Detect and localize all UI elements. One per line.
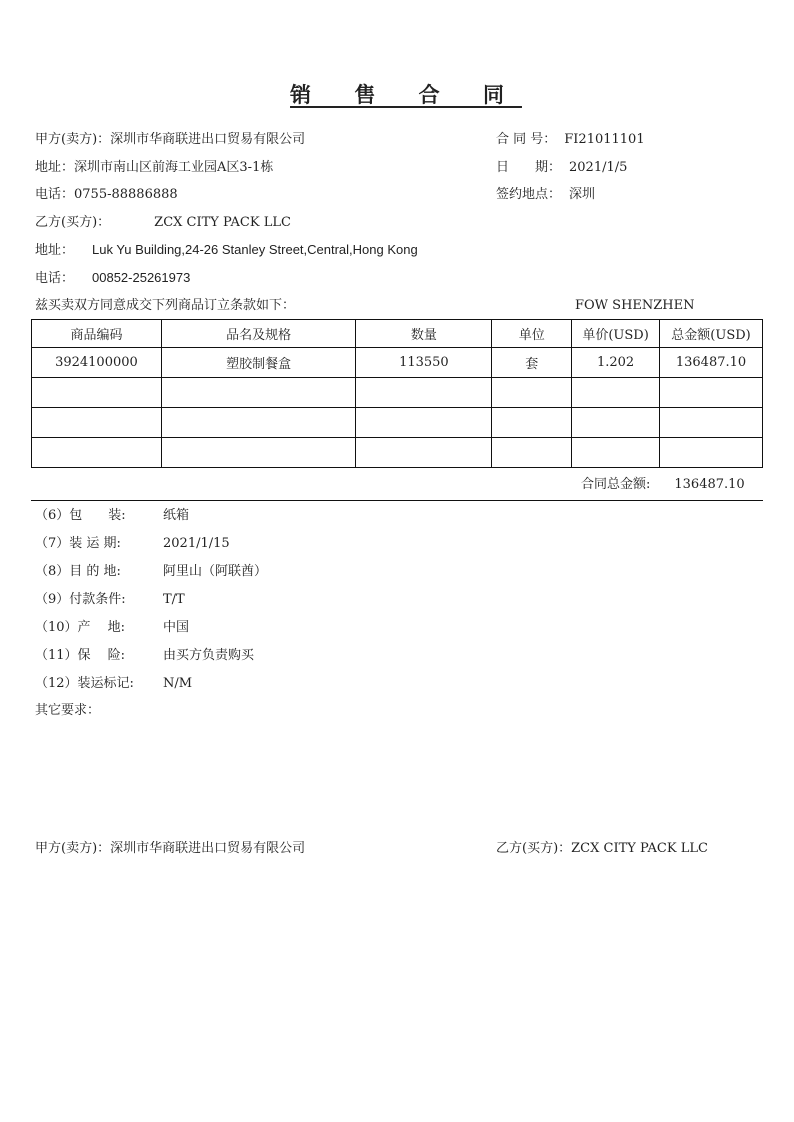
term-label: （12）装运标记: bbox=[35, 676, 134, 691]
cell-hs-code bbox=[32, 408, 162, 438]
buyer-phone-label: 电话： bbox=[35, 271, 75, 286]
table-header-row bbox=[32, 320, 763, 348]
buyer-phone: 00852-25261973 bbox=[92, 270, 191, 285]
buyer-address-line bbox=[35, 242, 418, 259]
table-row bbox=[32, 378, 763, 408]
seller-phone-line bbox=[35, 187, 178, 203]
total-label: 合同总金额: bbox=[581, 477, 651, 492]
buyer-label: 乙方(买方)： bbox=[35, 215, 111, 230]
intro-text: 兹买卖双方同意成交下列商品订立条款如下： bbox=[35, 298, 296, 313]
cell-hs-code bbox=[32, 378, 162, 408]
buyer-phone-line bbox=[35, 270, 190, 287]
seller-line bbox=[35, 132, 305, 148]
table-row bbox=[32, 348, 763, 378]
buyer-name: ZCX CITY PACK LLC bbox=[154, 215, 291, 230]
contract-date-line bbox=[496, 160, 627, 176]
contract-date-label: 日 期： bbox=[496, 160, 562, 175]
term-label: （7）装 运 期: bbox=[35, 536, 121, 551]
term-label: （10）产 地: bbox=[35, 620, 126, 635]
term-value: N/M bbox=[163, 676, 193, 691]
header-total: 总金额(USD) bbox=[660, 320, 763, 348]
term-value: 纸箱 bbox=[163, 508, 190, 523]
cell-quantity bbox=[356, 408, 492, 438]
contract-place-line bbox=[496, 187, 595, 203]
total-value: 136487.10 bbox=[674, 477, 745, 492]
contract-place: 深圳 bbox=[569, 187, 596, 202]
header-unit-price: 单价(USD) bbox=[572, 320, 660, 348]
term-item bbox=[35, 564, 121, 580]
contract-no-label: 合 同 号： bbox=[496, 132, 557, 147]
seller-phone: 0755-88886888 bbox=[74, 187, 178, 202]
cell-unit bbox=[492, 438, 572, 468]
contract-no-line bbox=[496, 132, 645, 148]
total-divider bbox=[31, 500, 763, 501]
term-item bbox=[35, 648, 125, 664]
contract-date: 2021/1/5 bbox=[569, 160, 628, 175]
header-product: 品名及规格 bbox=[161, 320, 356, 348]
cell-unit bbox=[492, 408, 572, 438]
header-quantity: 数量 bbox=[356, 320, 492, 348]
cell-unit-price bbox=[572, 438, 660, 468]
cell-total bbox=[660, 408, 763, 438]
buyer-address: Luk Yu Building,24-26 Stanley Street,Central,Hong Kong bbox=[92, 242, 418, 257]
header-hs-code: 商品编码 bbox=[32, 320, 162, 348]
cell-total: 136487.10 bbox=[660, 348, 763, 378]
buyer-line bbox=[35, 215, 291, 231]
cell-total bbox=[660, 438, 763, 468]
term-label: （9）付款条件: bbox=[35, 592, 126, 607]
buyer-signature: 乙方(买方)：ZCX CITY PACK LLC bbox=[496, 841, 708, 856]
term-label: （6）包 装: bbox=[35, 508, 126, 523]
seller-signature: 甲方(卖方)：深圳市华商联进出口贸易有限公司 bbox=[35, 841, 306, 856]
buyer-address-label: 地址： bbox=[35, 243, 75, 258]
cell-hs-code: 3924100000 bbox=[32, 348, 162, 378]
cell-total bbox=[660, 378, 763, 408]
seller-address-label: 地址： bbox=[35, 160, 75, 175]
cell-unit bbox=[492, 378, 572, 408]
header-unit: 单位 bbox=[492, 320, 572, 348]
total-line bbox=[581, 477, 745, 493]
term-item bbox=[35, 620, 125, 636]
cell-quantity: 113550 bbox=[356, 348, 492, 378]
term-value: 由买方负责购买 bbox=[163, 648, 255, 663]
term-value: 2021/1/15 bbox=[163, 536, 230, 551]
cell-unit-price: 1.202 bbox=[572, 348, 660, 378]
cell-product bbox=[161, 378, 356, 408]
term-item bbox=[35, 508, 126, 524]
cell-unit-price bbox=[572, 408, 660, 438]
seller-label: 甲方(卖方)： bbox=[35, 132, 111, 147]
other-requirements-label: 其它要求： bbox=[35, 703, 101, 718]
cell-unit: 套 bbox=[492, 348, 572, 378]
term-item bbox=[35, 592, 126, 608]
term-value: 阿里山（阿联酋） bbox=[163, 564, 268, 579]
cell-product: 塑胶制餐盒 bbox=[161, 348, 356, 378]
seller-address: 深圳市南山区前海工业园A区3-1栋 bbox=[74, 160, 274, 175]
cell-product bbox=[161, 408, 356, 438]
seller-phone-label: 电话： bbox=[35, 187, 75, 202]
term-value: 中国 bbox=[163, 620, 190, 635]
table-row bbox=[32, 408, 763, 438]
term-item bbox=[35, 536, 121, 552]
cell-quantity bbox=[356, 378, 492, 408]
cell-hs-code bbox=[32, 438, 162, 468]
term-label: （8）目 的 地: bbox=[35, 564, 121, 579]
cell-quantity bbox=[356, 438, 492, 468]
seller-name: 深圳市华商联进出口贸易有限公司 bbox=[110, 132, 306, 147]
cell-unit-price bbox=[572, 378, 660, 408]
incoterm: FOW SHENZHEN bbox=[575, 298, 695, 313]
items-table bbox=[31, 319, 763, 468]
document-title: 销 售 合 同 bbox=[290, 82, 522, 107]
term-label: （11）保 险: bbox=[35, 648, 126, 663]
contract-place-label: 签约地点： bbox=[496, 187, 562, 202]
seller-address-line bbox=[35, 160, 273, 176]
term-item bbox=[35, 676, 134, 692]
cell-product bbox=[161, 438, 356, 468]
table-row bbox=[32, 438, 763, 468]
contract-no: FI21011101 bbox=[564, 132, 645, 147]
term-value: T/T bbox=[163, 592, 185, 607]
